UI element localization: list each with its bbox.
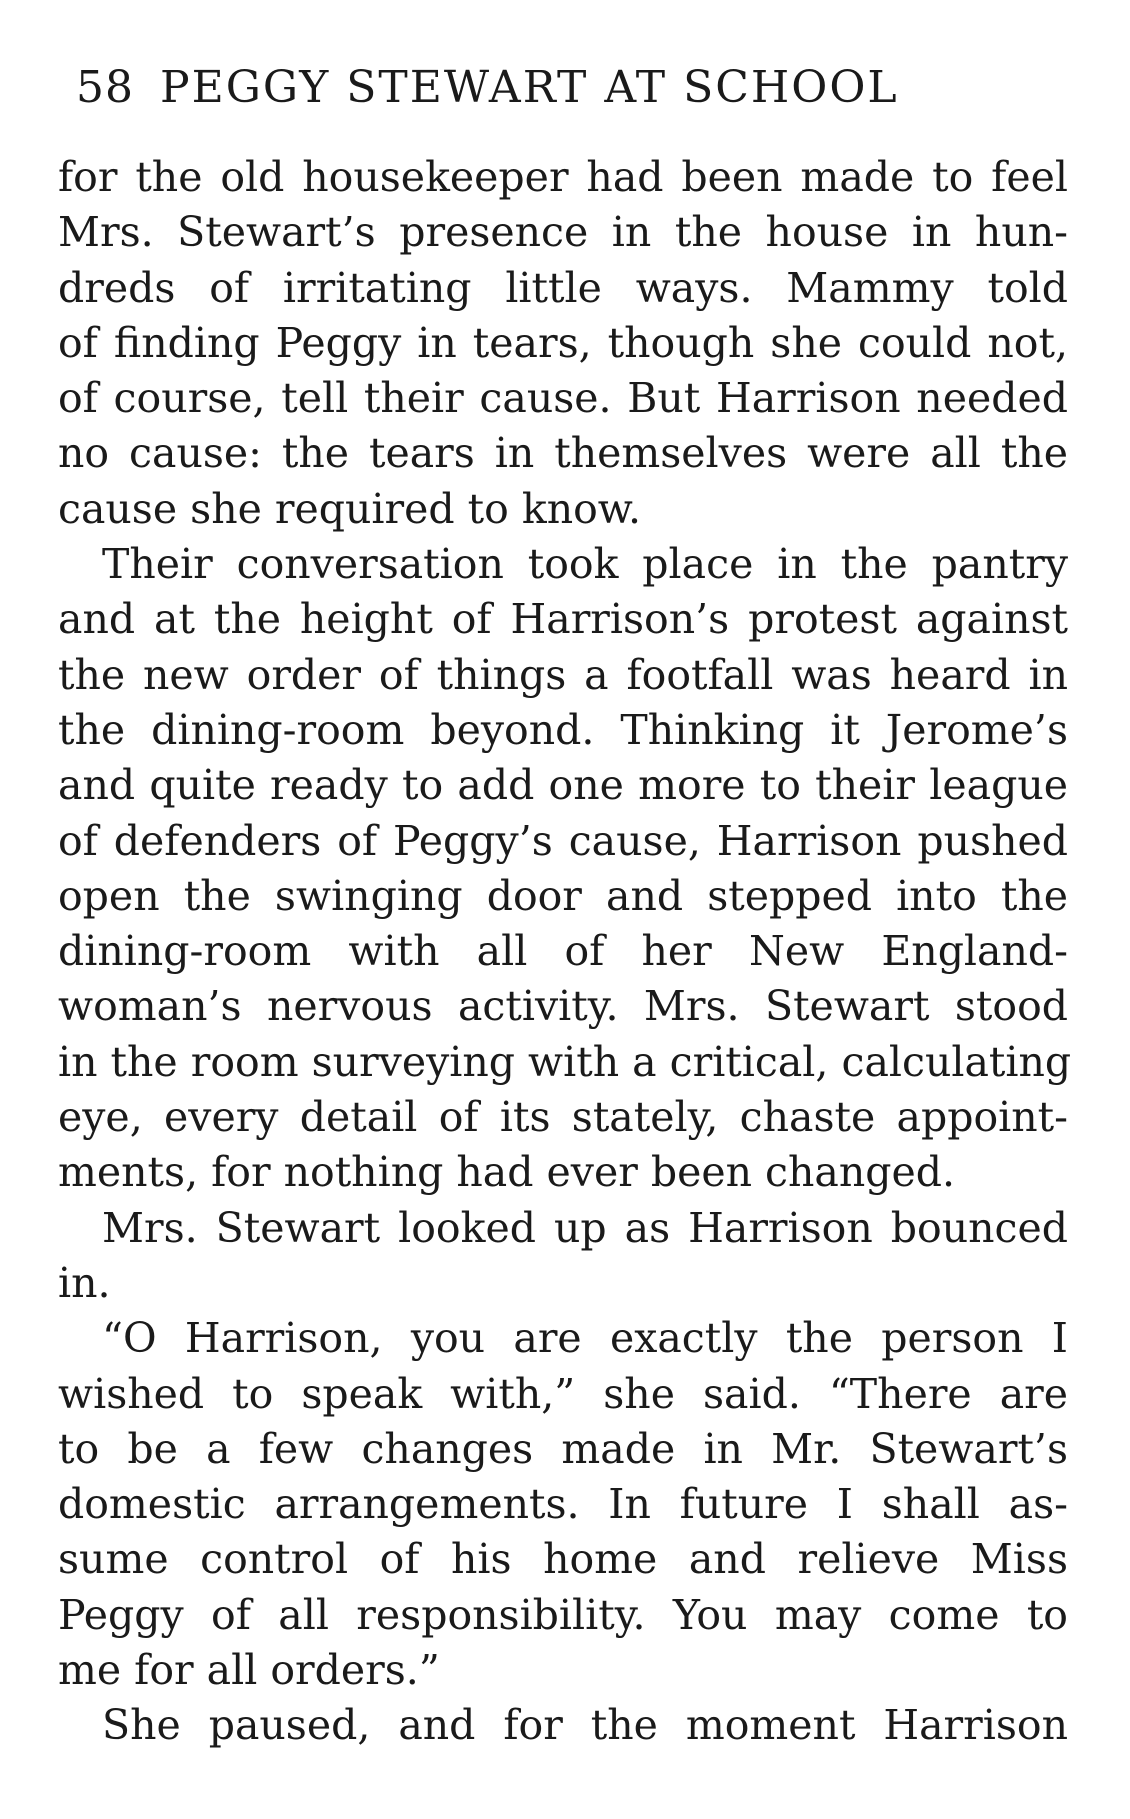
text-line: “O Harrison, you are exactly the person I xyxy=(102,1314,1068,1363)
text-line: cause she required to know. xyxy=(58,484,642,533)
text-line: for the old housekeeper had been made to feel xyxy=(58,153,1068,201)
text-line: of course, tell their cause. But Harrison needed xyxy=(58,374,1068,423)
text-line: Mrs. Stewart looked up as Harrison bounced xyxy=(102,1203,1068,1252)
text-line: woman’s nervous activity. Mrs. Stewart stood xyxy=(58,982,1068,1031)
text-line: no cause: the tears in themselves were all the xyxy=(58,429,1068,478)
book-title: PEGGY STEWART AT SCHOOL xyxy=(160,62,899,113)
text-line: dining-room with all of her New England- xyxy=(58,927,1068,976)
text-line: eye, every detail of its stately, chaste appoint- xyxy=(58,1093,1068,1142)
page-number: 58 xyxy=(76,62,134,113)
text-line: She paused, and for the moment Harrison xyxy=(102,1701,1068,1750)
text-line: and at the height of Harrison’s protest against xyxy=(58,595,1068,644)
text-line: wished to speak with,” she said. “There are xyxy=(58,1369,1068,1418)
text-line: to be a few changes made in Mr. Stewart’s xyxy=(58,1424,1068,1473)
text-line: the dining-room beyond. Thinking it Jerome’s xyxy=(58,705,1068,754)
text-line: in the room surveying with a critical, calculating xyxy=(58,1037,1072,1086)
text-line: ments, for nothing had ever been changed. xyxy=(58,1148,956,1197)
text-line: of defenders of Peggy’s cause, Harrison pushed xyxy=(58,816,1068,865)
text-line: Peggy of all responsibility. You may come to xyxy=(58,1590,1068,1639)
text-line: me for all orders.” xyxy=(58,1646,440,1695)
text-line: Mrs. Stewart’s presence in the house in hun- xyxy=(58,208,1068,257)
running-head xyxy=(76,58,1076,118)
text-line: of finding Peggy in tears, though she could not, xyxy=(58,318,1068,367)
body-text xyxy=(58,150,1072,1754)
text-line: open the swinging door and stepped into the xyxy=(58,871,1068,920)
text-line: Their conversation took place in the pantry xyxy=(102,540,1068,589)
text-line: sume control of his home and relieve Miss xyxy=(58,1535,1068,1584)
text-line: and quite ready to add one more to their league xyxy=(58,761,1068,810)
text-line: the new order of things a footfall was heard in xyxy=(58,650,1068,699)
text-line: dreds of irritating little ways. Mammy told xyxy=(58,263,1068,312)
text-line: domestic arrangements. In future I shall as- xyxy=(58,1480,1068,1529)
text-line: in. xyxy=(58,1258,111,1307)
